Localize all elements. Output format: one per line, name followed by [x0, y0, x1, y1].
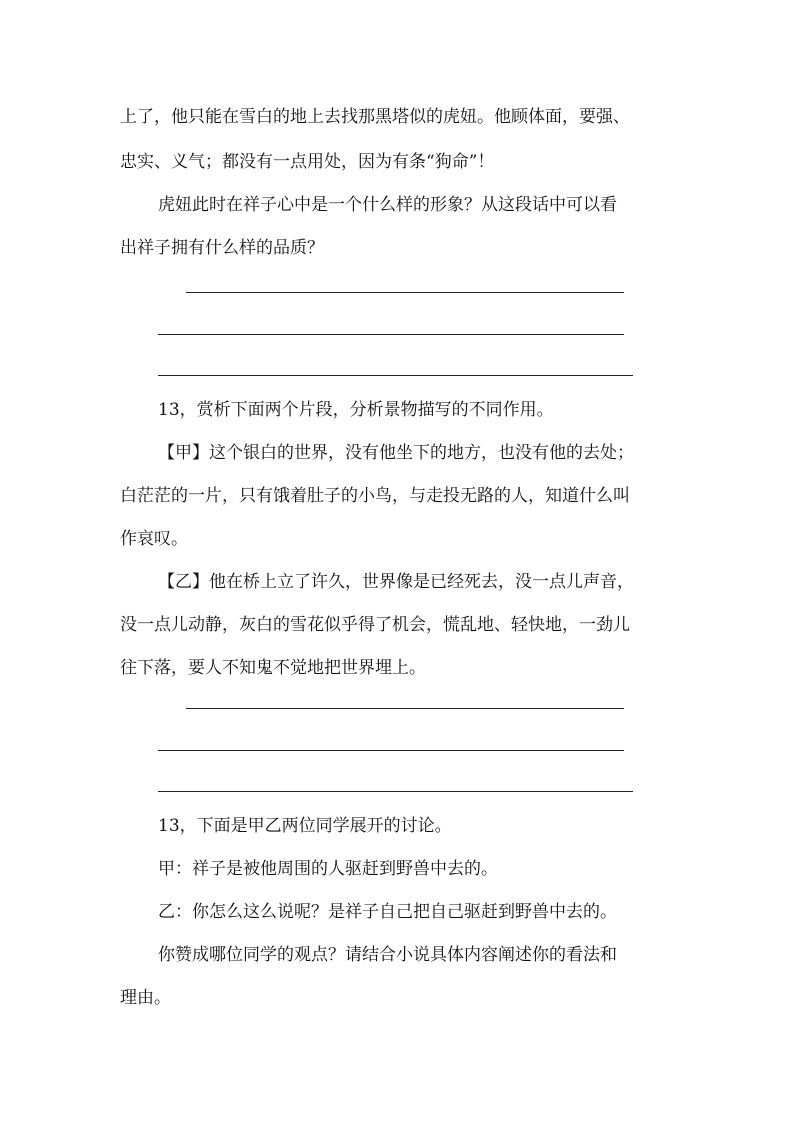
passage-line-1: 上了，他只能在雪白的地上去找那黑塔似的虎妞。他顾体面，要强、 [120, 107, 630, 127]
question-13-heading: 13，赏析下面两个片段，分析景物描写的不同作用。 [158, 400, 554, 420]
passage-line-2: 忠实、义气；都没有一点用处，因为有条“狗命”！ [120, 152, 495, 172]
excerpt-jia-line-1: 【甲】这个银白的世界，没有他坐下的地方，也没有他的去处； [158, 443, 634, 463]
answer-line[interactable] [186, 292, 624, 293]
answer-line[interactable] [158, 750, 624, 751]
student-yi-statement: 乙：你怎么这么说呢？是祥子自己把自己驱赶到野兽中去的。 [158, 902, 617, 922]
student-jia-statement: 甲：祥子是被他周围的人驱赶到野兽中去的。 [158, 859, 498, 879]
discussion-heading: 13，下面是甲乙两位同学展开的讨论。 [158, 816, 452, 836]
question-12-line-2: 出祥子拥有什么样的品质？ [120, 238, 324, 258]
answer-line[interactable] [158, 334, 624, 335]
answer-line[interactable] [158, 791, 633, 792]
excerpt-jia-line-3: 作哀叹。 [120, 529, 188, 549]
excerpt-yi-line-3: 往下落，要人不知鬼不觉地把世界埋上。 [120, 658, 426, 678]
answer-line[interactable] [158, 375, 633, 376]
excerpt-yi-line-2: 没一点儿动静，灰白的雪花似乎得了机会，慌乱地、轻快地，一劲儿 [120, 615, 630, 635]
answer-line[interactable] [186, 708, 624, 709]
discussion-prompt-line-1: 你赞成哪位同学的观点？请结合小说具体内容阐述你的看法和 [158, 945, 617, 965]
excerpt-yi-line-1: 【乙】他在桥上立了许久，世界像是已经死去，没一点儿声音， [158, 572, 634, 592]
discussion-prompt-line-2: 理由。 [120, 988, 171, 1008]
excerpt-jia-line-2: 白茫茫的一片，只有饿着肚子的小鸟，与走投无路的人，知道什么叫 [120, 486, 630, 506]
question-12-line-1: 虎妞此时在祥子心中是一个什么样的形象？从这段话中可以看 [158, 195, 617, 215]
